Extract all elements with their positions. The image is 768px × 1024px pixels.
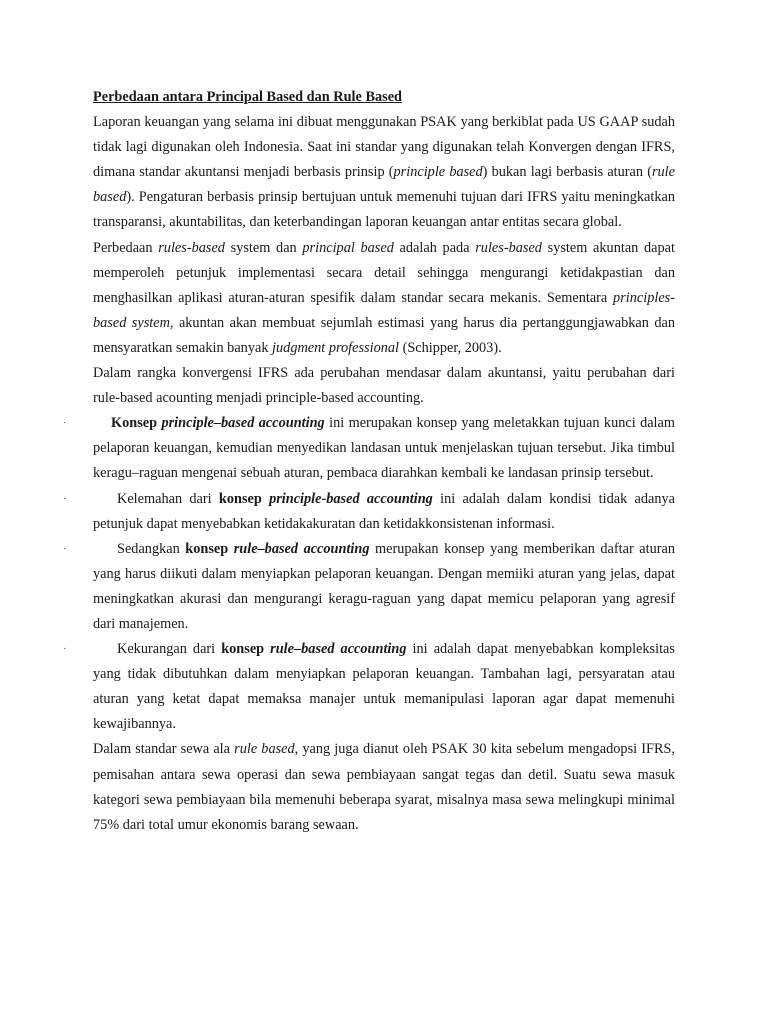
bold-italic-term: rule–based accounting: [233, 540, 370, 557]
bold-italic-term: principle-based accounting: [269, 490, 433, 507]
text-span: (Schipper, 2003).: [399, 339, 502, 356]
text-span: Kekurangan dari: [117, 641, 222, 658]
bold-term: Konsep: [111, 415, 162, 432]
bold-italic-term: rule–based accounting: [270, 641, 407, 658]
text-span: Laporan keuangan yang selama ini dibuat menggunakan PSAK yang berkiblat pada US GAAP sudah tidak lagi digunakan oleh Indonesia. Saat ini standar yang digunakan telah Konvergen dengan IFRS, dimana standar akuntansi menjadi berbasis prinsip (: [93, 114, 675, 181]
italic-term: principles-based system: [93, 289, 675, 331]
italic-term: rules-based: [475, 239, 542, 256]
bullet-marker: ·: [63, 492, 67, 505]
document-title: [93, 85, 675, 110]
paragraph-convergence: Dalam rangka konvergensi IFRS ada perubahan mendasar dalam akuntansi, yaitu perubahan dari rule-based acounting menjadi principle-based accounting.: [93, 365, 675, 407]
text-span: Sedangkan: [117, 540, 186, 557]
text-span: system akuntan dapat memperoleh petunjuk implementasi secara detail sehingga mengurangi ketidakpastian dan menghasilkan aplikasi aturan-aturan spesifik dalam standar secara mekanis. Sementara: [93, 239, 675, 306]
bold-term: konsep: [218, 490, 270, 507]
text-span: Kelemahan dari: [117, 490, 219, 507]
title-text: Perbedaan antara Principal Based dan Rule Based: [93, 89, 402, 105]
bullet-paragraph-rule: [63, 537, 675, 637]
text-span: system dan: [224, 239, 303, 256]
paragraph-lease: [93, 737, 675, 837]
text-span: , yang juga dianut oleh PSAK 30 kita sebelum mengadopsi IFRS, pemisahan antara sewa operasi dan sewa pembiayaan sangat tegas dan detil. Suatu sewa masuk kategori sewa pembiayaan bila memenuhi beberapa syarat, misalnya masa sewa melingkupi minimal 75% dari total umur ekonomis barang sewaan.: [93, 741, 676, 833]
paragraph-difference: [93, 236, 675, 361]
text-span: merupakan konsep yang memberikan daftar aturan yang harus diikuti dalam menyiapkan pelaporan keuangan. Dengan memiiki aturan yang jelas, dapat meningkatkan akurasi dan mengurangi keragu-raguan yang dapat memicu pelaporan yang agresif dari manajemen.: [93, 540, 675, 632]
italic-term: rule based: [234, 741, 295, 758]
bullet-paragraph-principle-weakness: [63, 487, 675, 537]
text-span: ini adalah dalam kondisi tidak adanya petunjuk dapat menyebabkan ketidakakuratan dan ketidakkonsistenan informasi.: [93, 490, 675, 532]
text-span: Perbedaan: [93, 239, 159, 256]
bullet-marker: ·: [63, 542, 67, 555]
italic-term: judgment professional: [272, 339, 399, 356]
bold-term: konsep: [185, 540, 234, 557]
paragraph-intro: [93, 110, 675, 235]
bullet-paragraph-rule-weakness: [63, 637, 675, 737]
bullet-marker: ·: [63, 417, 67, 430]
text-span: ini adalah dapat menyebabkan kompleksitas yang tidak dibutuhkan dalam menyiapkan pelaporan keuangan. Tambahan lagi, persyaratan atau aturan yang ketat dapat memaksa manajer untuk memanipulasi laporan agar dapat memenuhi kewajibannya.: [93, 641, 675, 733]
italic-term: rules-based: [158, 239, 225, 256]
bullet-marker: ·: [63, 643, 67, 656]
text-span: Dalam standar sewa ala: [93, 741, 235, 758]
bullet-paragraph-principle: [63, 411, 675, 486]
document-body: [63, 85, 676, 838]
text-span: ). Pengaturan berbasis prinsip bertujuan untuk memenuhi tujuan dari IFRS yaitu meningkatkan transparansi, akuntabilitas, dan keterbandingan laporan keuangan antar entitas secara global.: [93, 189, 675, 231]
bold-italic-term: principle–based accounting: [161, 415, 325, 432]
italic-term: principal based: [302, 239, 394, 256]
italic-term: rule based: [93, 164, 675, 206]
text-span: ) bukan lagi berbasis aturan (: [482, 164, 652, 181]
text-span: , akuntan akan membuat sejumlah estimasi yang harus dia pertanggungjawabkan dan mensyaratkan semakin banyak: [93, 314, 675, 356]
italic-term: principle based: [393, 164, 483, 181]
text-span: adalah pada: [393, 239, 476, 256]
text-span: ini merupakan konsep yang meletakkan tujuan kunci dalam pelaporan keuangan, kemudian menyedikan landasan untuk menjelaskan tujuan tersebut. Jika timbul keragu–raguan mengenai sebuah aturan, pembaca diarahkan kembali ke landasan prinsip tersebut.: [93, 415, 675, 482]
bold-term: konsep: [221, 641, 271, 658]
